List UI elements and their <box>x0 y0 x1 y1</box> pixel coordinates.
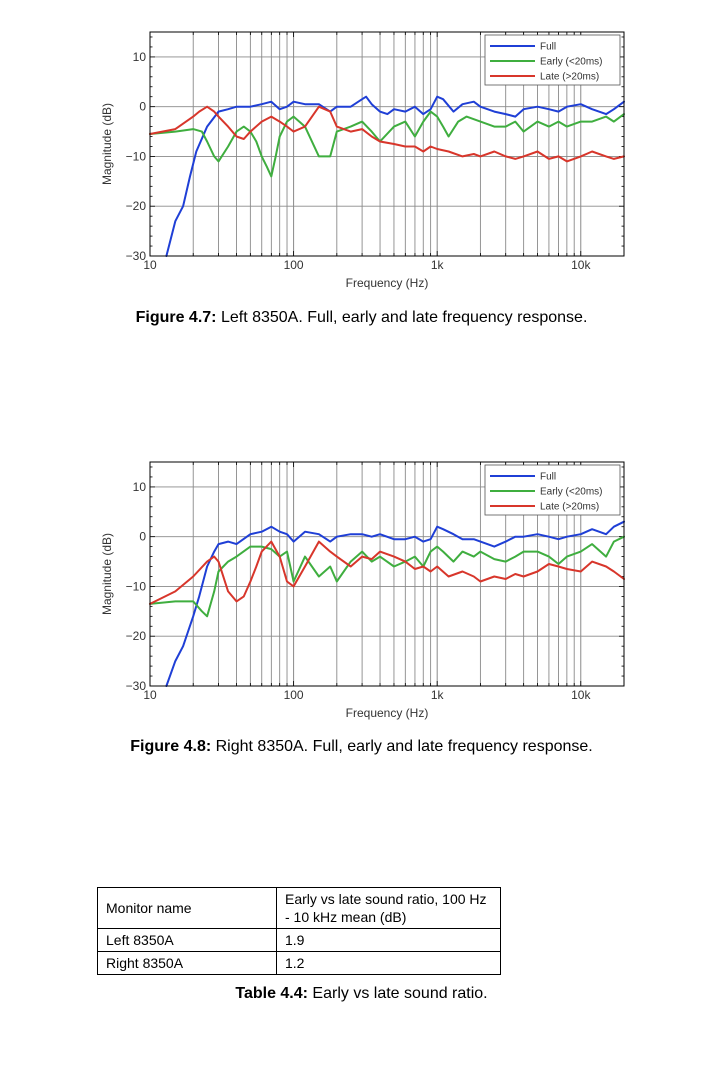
figure-4-7-caption <box>0 309 723 327</box>
series-line-2 <box>150 112 624 177</box>
series-line-1 <box>166 522 624 686</box>
legend-entry: Full <box>540 471 557 483</box>
legend-entry: Late (>20ms) <box>540 501 600 513</box>
x-tick-label: 1k <box>430 258 444 272</box>
y-tick-label: −10 <box>125 149 146 164</box>
x-tick-label: 10 <box>143 258 157 272</box>
y-tick-label: −20 <box>125 629 146 644</box>
y-tick-label: 10 <box>132 479 146 494</box>
table-header-cell: Monitor name <box>98 888 277 929</box>
x-tick-label: 10 <box>143 688 157 702</box>
y-tick-label: 0 <box>139 529 146 544</box>
legend-entry: Full <box>540 41 557 53</box>
ratio-table <box>97 887 501 975</box>
chart-svg <box>0 20 723 320</box>
y-tick-label: −20 <box>125 199 146 214</box>
table-cell: 1.2 <box>277 952 501 975</box>
table-4-4-caption <box>0 985 723 1003</box>
caption-text: Left 8350A. Full, early and late frequency response. <box>216 309 588 326</box>
legend <box>485 35 620 85</box>
x-tick-label: 10k <box>571 258 591 272</box>
legend-entry: Early (<20ms) <box>540 56 603 68</box>
series-line-2 <box>150 537 624 617</box>
y-tick-label: −30 <box>125 249 146 263</box>
x-axis-label: Frequency (Hz) <box>345 276 429 290</box>
chart-svg <box>0 450 723 750</box>
table-cell: 1.9 <box>277 929 501 952</box>
figure-4-8-chart <box>0 450 723 750</box>
figure-4-8-caption <box>0 738 723 756</box>
caption-label: Figure 4.8: <box>130 738 212 755</box>
table-cell: Right 8350A <box>98 952 277 975</box>
y-tick-label: 10 <box>132 49 146 64</box>
figure-4-7-chart <box>0 20 723 320</box>
x-tick-label: 100 <box>283 688 304 702</box>
table-header-row <box>98 888 501 929</box>
legend-entry: Early (<20ms) <box>540 486 603 498</box>
table-row <box>98 952 501 975</box>
x-tick-label: 100 <box>283 258 304 272</box>
caption-text: Early vs late sound ratio. <box>307 985 488 1002</box>
y-axis-label: Magnitude (dB) <box>100 102 114 186</box>
y-axis-label: Magnitude (dB) <box>100 532 114 616</box>
caption-label: Figure 4.7: <box>135 309 217 326</box>
caption-label: Table 4.4: <box>235 985 308 1002</box>
series-line-1 <box>166 97 624 256</box>
y-tick-label: −10 <box>125 579 146 594</box>
caption-text: Right 8350A. Full, early and late frequency response. <box>211 738 593 755</box>
y-tick-label: −30 <box>125 679 146 693</box>
table-row <box>98 929 501 952</box>
table-cell: Left 8350A <box>98 929 277 952</box>
x-tick-label: 10k <box>571 688 591 702</box>
legend <box>485 465 620 515</box>
table-header-cell: Early vs late sound ratio, 100 Hz - 10 kHz mean (dB) <box>277 888 501 929</box>
x-axis-label: Frequency (Hz) <box>345 706 429 720</box>
series-line-3 <box>150 542 624 604</box>
y-tick-label: 0 <box>139 99 146 114</box>
x-tick-label: 1k <box>430 688 444 702</box>
legend-entry: Late (>20ms) <box>540 71 600 83</box>
